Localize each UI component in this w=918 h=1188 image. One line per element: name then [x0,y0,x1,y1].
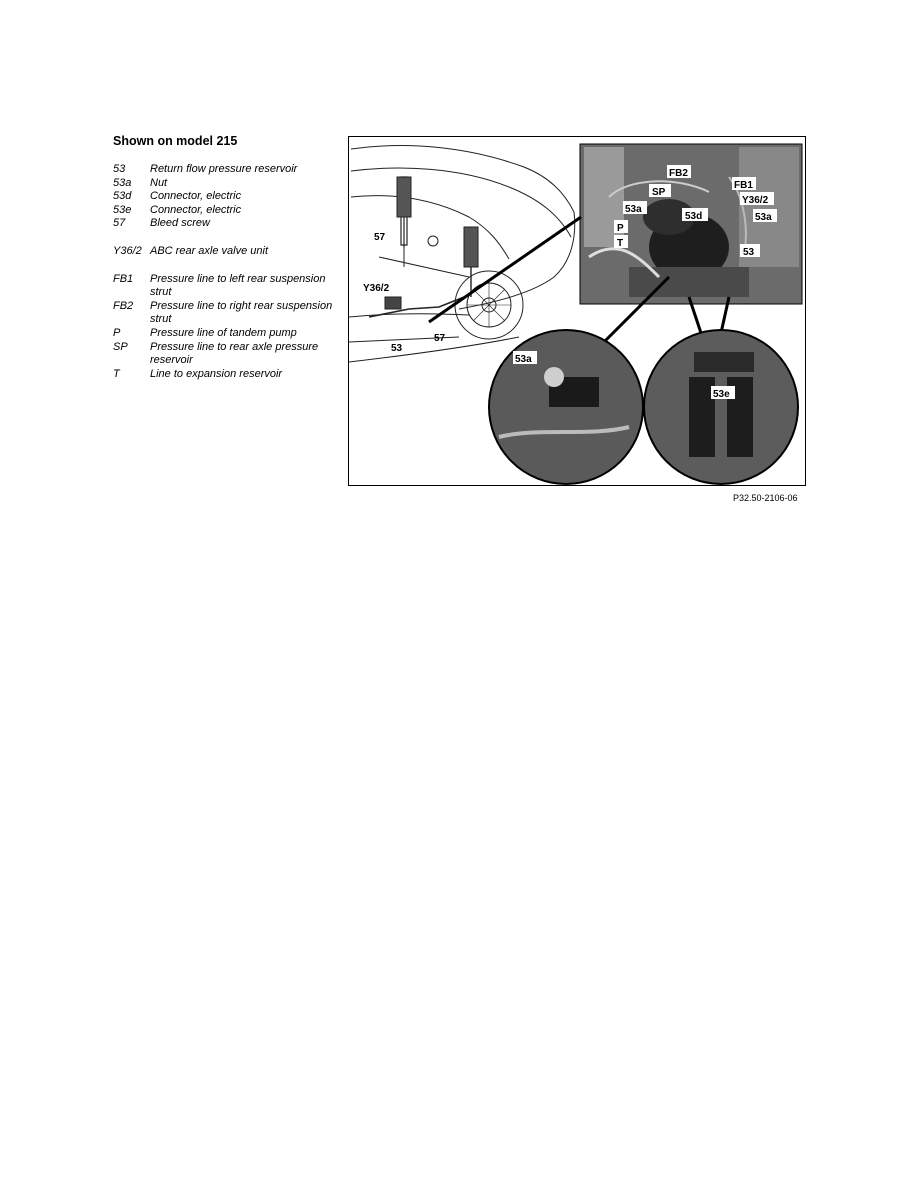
legend-item [113,341,338,368]
legend-item [113,300,338,327]
legend-text: Return flow pressure reservoir [150,163,298,175]
label-53d: 53d [685,211,703,222]
legend-text: Connector, electric [150,190,242,203]
section-heading: Shown on model 215 [113,134,238,148]
legend-code: 57 [113,217,126,230]
legend-item [113,217,338,231]
label-57-left: 57 [374,232,386,243]
label-57-right: 57 [434,333,446,344]
legend-item [113,177,338,191]
legend-code: Y36/2 [113,244,142,257]
legend-code: T [113,367,120,380]
detail-circle-53a [489,330,643,484]
legend-item [113,245,338,259]
figure-caption: P32.50-2106-06 [733,493,798,503]
legend-text: Pressure line to left rear suspension strut [150,272,326,299]
legend-list [113,163,338,381]
car-drawing [349,146,575,362]
legend-item [113,190,338,204]
legend-item [113,368,338,382]
legend-item [113,273,338,300]
legend-text: Pressure line to right rear suspension strut [150,299,333,326]
label-53e-detail: 53e [713,389,730,400]
legend-code: 53d [113,190,132,203]
legend-text: Pressure line to rear axle pressure reservoir [150,340,319,367]
label-53a-photo-left: 53a [625,204,642,215]
legend-code: 53 [113,163,126,175]
legend-text: Bleed screw [150,217,210,230]
legend-item [113,204,338,218]
component-figure [348,136,806,486]
legend-item [113,163,338,177]
legend-code: FB1 [113,272,134,285]
label-sp: SP [652,187,666,198]
legend-code: 53e [113,203,132,216]
legend-item [113,327,338,341]
label-t: T [617,238,624,249]
legend-code: FB2 [113,299,134,312]
label-y36-2: Y36/2 [363,283,390,294]
legend-text: ABC rear axle valve unit [150,244,268,257]
label-53-photo: 53 [743,247,755,258]
legend-text: Line to expansion reservoir [150,367,283,380]
detail-circle-53e [644,330,798,484]
label-fb2: FB2 [669,168,688,179]
figure-illustration [349,137,805,485]
legend-text: Connector, electric [150,203,242,216]
legend-text: Nut [150,176,168,189]
label-y36-2-photo: Y36/2 [742,195,769,206]
label-53: 53 [391,343,403,354]
legend-code: 53a [113,176,132,189]
legend-code: SP [113,340,128,353]
label-fb1: FB1 [734,180,753,191]
label-53a-detail: 53a [515,354,532,365]
label-p: P [617,223,624,234]
legend-text: Pressure line of tandem pump [150,326,297,339]
legend-code: P [113,326,121,339]
label-53a-photo-right: 53a [755,212,772,223]
callout-line [429,217,581,322]
